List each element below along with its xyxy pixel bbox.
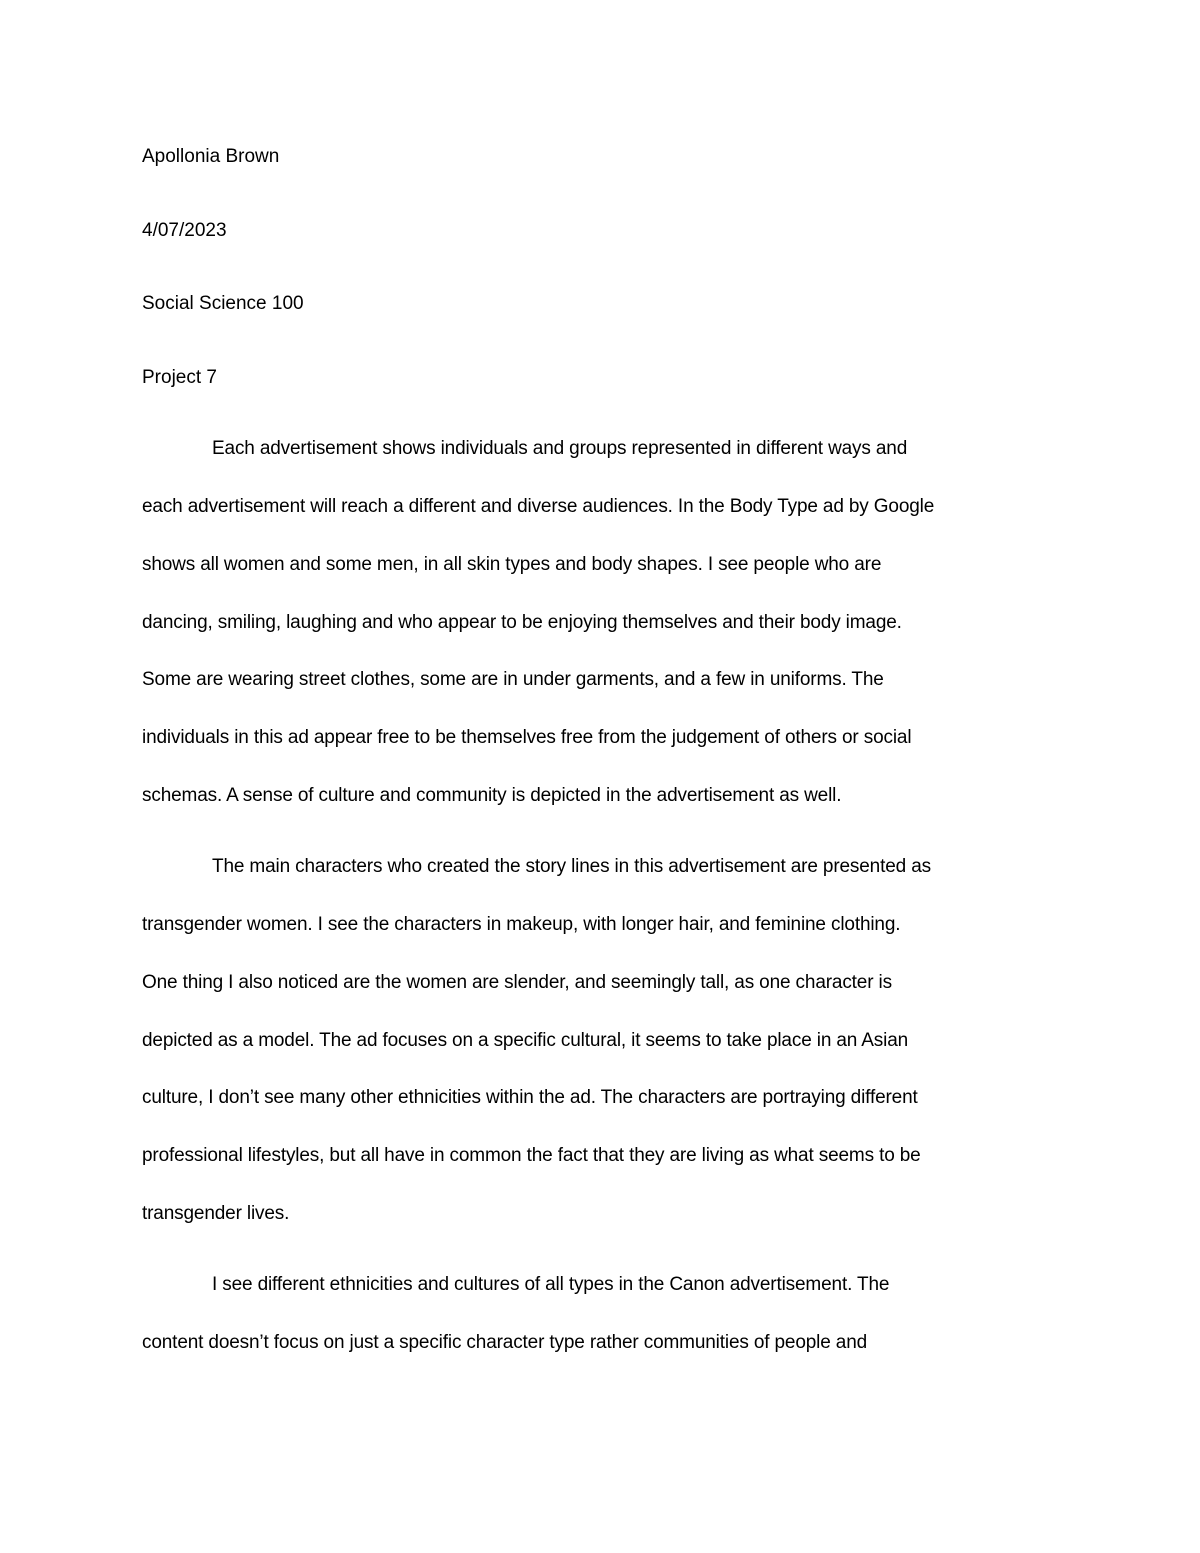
paragraph-line: depicted as a model. The ad focuses on a specific cultural, it seems to take place in an Asian bbox=[142, 1030, 909, 1051]
paragraph-line: transgender lives. bbox=[142, 1203, 290, 1224]
author-name: Apollonia Brown bbox=[142, 146, 280, 167]
paragraph-line: I see different ethnicities and cultures of all types in the Canon advertisement. The bbox=[212, 1274, 890, 1295]
paragraph-line: each advertisement will reach a different and diverse audiences. In the Body Type ad by Google bbox=[142, 496, 935, 517]
paragraph-line: professional lifestyles, but all have in common the fact that they are living as what seems to be bbox=[142, 1145, 921, 1166]
paragraph-line: Some are wearing street clothes, some are in under garments, and a few in uniforms. The bbox=[142, 669, 884, 690]
course-title: Social Science 100 bbox=[142, 293, 304, 314]
paragraph-line: individuals in this ad appear free to be themselves free from the judgement of others or social bbox=[142, 727, 912, 748]
paragraph-line: transgender women. I see the characters in makeup, with longer hair, and feminine clothing. bbox=[142, 914, 901, 935]
paragraph-line: Each advertisement shows individuals and groups represented in different ways and bbox=[212, 438, 908, 459]
paragraph-line: content doesn’t focus on just a specific character type rather communities of people and bbox=[142, 1332, 868, 1353]
paragraph-line: culture, I don’t see many other ethnicities within the ad. The characters are portraying different bbox=[142, 1087, 918, 1108]
paragraph-line: schemas. A sense of culture and community is depicted in the advertisement as well. bbox=[142, 785, 842, 806]
paragraph-line: The main characters who created the story lines in this advertisement are presented as bbox=[212, 856, 931, 877]
paragraph-line: One thing I also noticed are the women are slender, and seemingly tall, as one character is bbox=[142, 972, 892, 993]
paragraph-line: dancing, smiling, laughing and who appear to be enjoying themselves and their body image. bbox=[142, 612, 902, 633]
paragraph-line: shows all women and some men, in all skin types and body shapes. I see people who are bbox=[142, 554, 882, 575]
assignment-title: Project 7 bbox=[142, 367, 217, 388]
document-date: 4/07/2023 bbox=[142, 220, 227, 241]
